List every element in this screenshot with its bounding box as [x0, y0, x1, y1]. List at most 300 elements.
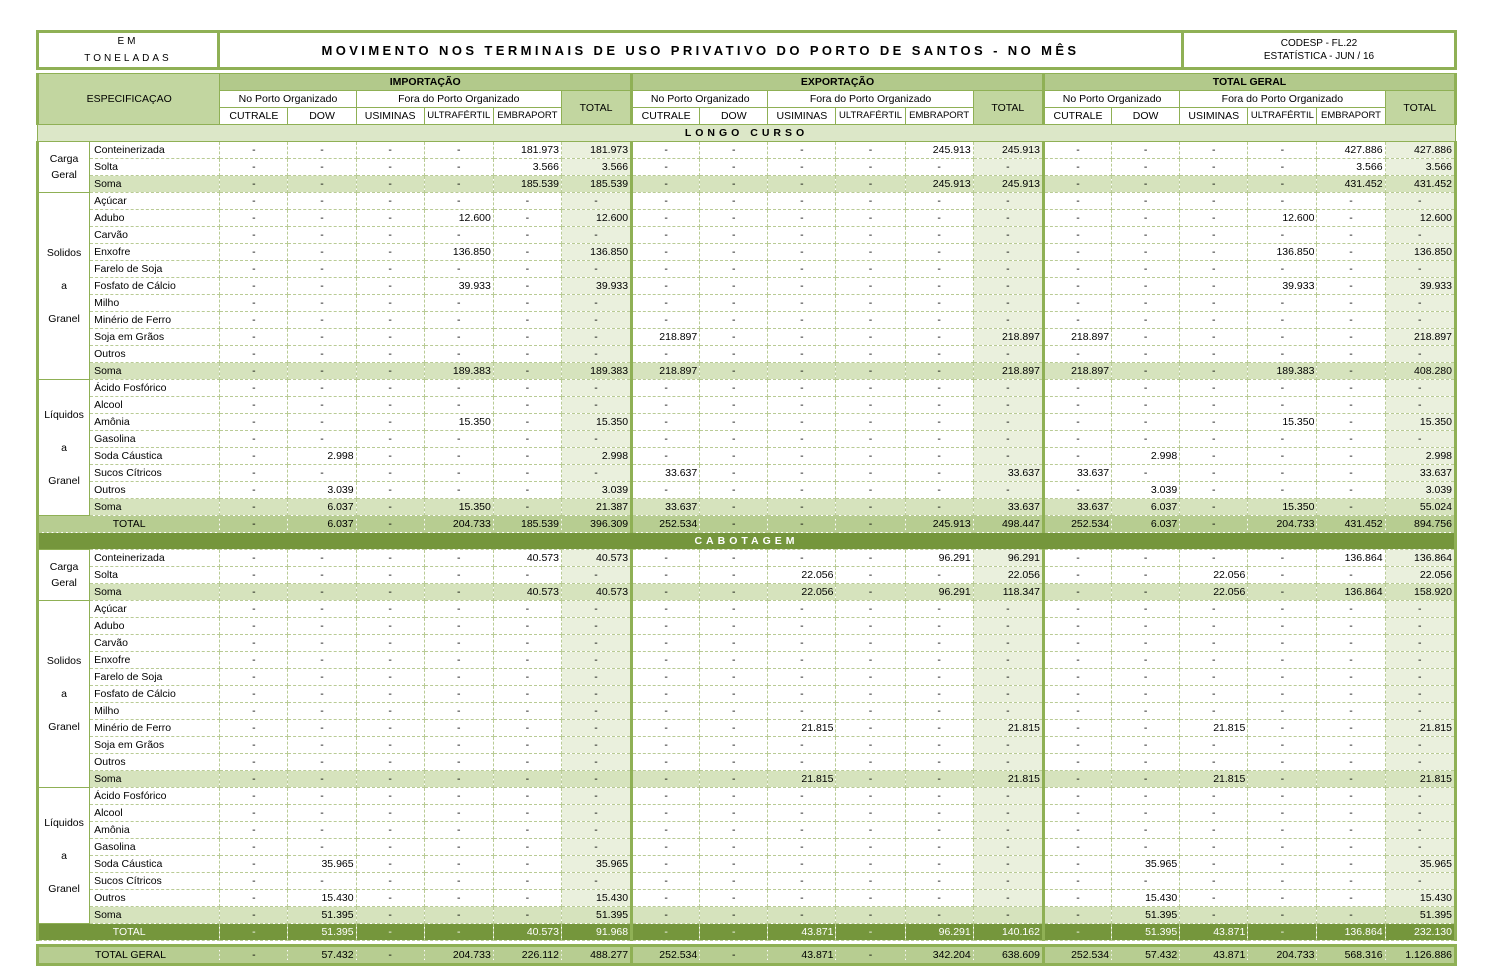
value-cell: -	[1248, 856, 1317, 873]
value-cell: -	[973, 652, 1043, 669]
table-row	[38, 618, 1456, 635]
value-cell: -	[768, 346, 836, 363]
value-cell: 15.350	[1248, 414, 1317, 431]
value-cell: -	[493, 720, 561, 737]
value-cell: -	[836, 822, 905, 839]
value-cell: -	[1043, 805, 1111, 822]
value-cell: -	[632, 295, 700, 312]
value-cell: -	[1043, 754, 1111, 771]
table-row	[38, 431, 1456, 448]
value-cell: -	[632, 601, 700, 618]
value-cell: -	[1112, 329, 1180, 346]
value-cell: -	[493, 499, 561, 516]
value-cell: -	[493, 890, 561, 907]
value-cell: 181.973	[561, 142, 631, 159]
value-cell: -	[1248, 618, 1317, 635]
value-cell: 15.350	[424, 414, 493, 431]
value-cell: 252.534	[632, 516, 700, 533]
value-cell: -	[1248, 159, 1317, 176]
value-cell: -	[561, 312, 631, 329]
value-cell: -	[973, 737, 1043, 754]
value-cell: -	[905, 601, 973, 618]
value-cell: 136.850	[1248, 244, 1317, 261]
value-cell: -	[220, 946, 288, 965]
col-header-ultrafértil: ULTRAFÉRTIL	[836, 108, 905, 125]
value-cell: -	[561, 193, 631, 210]
row-label: Milho	[90, 295, 220, 312]
value-cell: 96.291	[905, 584, 973, 601]
value-cell: -	[1112, 176, 1180, 193]
value-cell: -	[561, 380, 631, 397]
value-cell: 218.897	[973, 363, 1043, 380]
table-row	[38, 261, 1456, 278]
value-cell: -	[768, 193, 836, 210]
value-cell: -	[836, 499, 905, 516]
value-cell: -	[768, 312, 836, 329]
value-cell: 57.432	[288, 946, 356, 965]
value-cell: -	[905, 380, 973, 397]
value-cell: -	[1248, 465, 1317, 482]
value-cell: 158.920	[1385, 584, 1455, 601]
value-cell: -	[288, 618, 356, 635]
value-cell: -	[1043, 210, 1111, 227]
row-label: Açúcar	[90, 193, 220, 210]
value-cell: 39.933	[1248, 278, 1317, 295]
report-title	[220, 33, 1184, 67]
value-cell: -	[1248, 312, 1317, 329]
value-cell: -	[973, 873, 1043, 890]
table-row	[38, 635, 1456, 652]
value-cell: -	[288, 584, 356, 601]
row-label: Soda Cáustica	[90, 856, 220, 873]
value-cell: -	[1043, 890, 1111, 907]
value-cell: -	[424, 176, 493, 193]
value-cell: -	[1112, 193, 1180, 210]
value-cell: -	[493, 414, 561, 431]
row-label: Ácido Fosfórico	[90, 788, 220, 805]
unit-line-2: TONELADAS	[84, 53, 172, 64]
col-header-embraport: EMBRAPORT	[1317, 108, 1385, 125]
value-cell: -	[1180, 261, 1248, 278]
value-cell: -	[700, 329, 768, 346]
header-row-columns	[38, 108, 1456, 125]
value-cell: -	[632, 142, 700, 159]
value-cell: -	[1317, 261, 1385, 278]
value-cell: -	[220, 312, 288, 329]
table-row	[38, 788, 1456, 805]
value-cell: -	[632, 346, 700, 363]
col-header-dow: DOW	[1112, 108, 1180, 125]
value-cell: -	[632, 210, 700, 227]
value-cell: -	[1180, 448, 1248, 465]
value-cell: -	[836, 193, 905, 210]
sub-header-out-port: Fora do Porto Organizado	[356, 91, 561, 108]
value-cell: -	[1385, 397, 1455, 414]
value-cell: 136.850	[1385, 244, 1455, 261]
value-cell: -	[700, 669, 768, 686]
value-cell: -	[836, 754, 905, 771]
value-cell: -	[1180, 414, 1248, 431]
value-cell: -	[973, 380, 1043, 397]
value-cell: 33.637	[632, 465, 700, 482]
value-cell: -	[768, 516, 836, 533]
grand-total-label: TOTAL GERAL	[38, 946, 220, 965]
row-label: Enxofre	[90, 652, 220, 669]
value-cell: -	[356, 261, 424, 278]
value-cell: -	[220, 856, 288, 873]
value-cell: -	[493, 567, 561, 584]
row-label: Amônia	[90, 414, 220, 431]
value-cell: -	[1248, 822, 1317, 839]
value-cell: 35.965	[561, 856, 631, 873]
value-cell: 96.291	[973, 550, 1043, 567]
value-cell: -	[1385, 312, 1455, 329]
value-cell: -	[836, 295, 905, 312]
value-cell: -	[905, 873, 973, 890]
value-cell: -	[424, 635, 493, 652]
value-cell: -	[356, 822, 424, 839]
value-cell: -	[561, 720, 631, 737]
value-cell: -	[288, 159, 356, 176]
value-cell: -	[1180, 363, 1248, 380]
value-cell: -	[493, 771, 561, 788]
value-cell: -	[424, 890, 493, 907]
value-cell: -	[1385, 669, 1455, 686]
value-cell: -	[632, 890, 700, 907]
value-cell: -	[836, 227, 905, 244]
value-cell: -	[493, 210, 561, 227]
value-cell: -	[493, 380, 561, 397]
value-cell: -	[973, 754, 1043, 771]
row-label: Enxofre	[90, 244, 220, 261]
value-cell: -	[424, 329, 493, 346]
value-cell: -	[1112, 397, 1180, 414]
value-cell: -	[493, 805, 561, 822]
section-title: CABOTAGEM	[38, 533, 1456, 550]
value-cell: -	[1180, 278, 1248, 295]
value-cell: -	[288, 839, 356, 856]
col-header-cutrale: CUTRALE	[1043, 108, 1111, 125]
row-label: Adubo	[90, 210, 220, 227]
value-cell: -	[768, 754, 836, 771]
value-cell: -	[836, 431, 905, 448]
cargo-group-label	[38, 550, 90, 601]
value-cell: -	[632, 822, 700, 839]
value-cell: -	[220, 873, 288, 890]
value-cell: 189.383	[424, 363, 493, 380]
value-cell: -	[632, 193, 700, 210]
value-cell: -	[424, 907, 493, 924]
value-cell: -	[493, 397, 561, 414]
value-cell: -	[700, 686, 768, 703]
value-cell: -	[288, 465, 356, 482]
value-cell: -	[973, 822, 1043, 839]
value-cell: -	[1248, 227, 1317, 244]
row-label: Soja em Grãos	[90, 737, 220, 754]
value-cell: -	[632, 550, 700, 567]
sub-header-in-port: No Porto Organizado	[1043, 91, 1179, 108]
value-cell: -	[768, 499, 836, 516]
value-cell: -	[220, 363, 288, 380]
value-cell: -	[220, 465, 288, 482]
value-cell: -	[1317, 346, 1385, 363]
value-cell: -	[356, 890, 424, 907]
value-cell: -	[1317, 312, 1385, 329]
table-row	[38, 856, 1456, 873]
value-cell: -	[1248, 754, 1317, 771]
row-label: Soma	[90, 771, 220, 788]
value-cell: 488.277	[561, 946, 631, 965]
value-cell: -	[700, 703, 768, 720]
value-cell: -	[768, 380, 836, 397]
sub-header-in-port: No Porto Organizado	[632, 91, 768, 108]
value-cell: 185.539	[493, 176, 561, 193]
value-cell: 15.350	[424, 499, 493, 516]
value-cell: -	[424, 465, 493, 482]
value-cell: -	[632, 278, 700, 295]
value-cell: -	[424, 771, 493, 788]
value-cell: -	[905, 652, 973, 669]
value-cell: -	[1248, 924, 1317, 941]
value-cell: 21.815	[1385, 720, 1455, 737]
value-cell: -	[1180, 618, 1248, 635]
value-cell: -	[1248, 890, 1317, 907]
value-cell: -	[424, 737, 493, 754]
value-cell: 51.395	[1112, 907, 1180, 924]
value-cell: -	[1317, 227, 1385, 244]
value-cell: 427.886	[1385, 142, 1455, 159]
value-cell: -	[768, 822, 836, 839]
value-cell: -	[905, 907, 973, 924]
value-cell: -	[905, 754, 973, 771]
value-cell: -	[493, 754, 561, 771]
value-cell: 40.573	[561, 550, 631, 567]
value-cell: -	[973, 856, 1043, 873]
value-cell: -	[632, 397, 700, 414]
value-cell: -	[905, 363, 973, 380]
value-cell: -	[1043, 703, 1111, 720]
value-cell: 21.815	[1180, 720, 1248, 737]
table-row	[38, 329, 1456, 346]
value-cell: -	[1317, 397, 1385, 414]
value-cell: -	[220, 516, 288, 533]
value-cell: -	[220, 227, 288, 244]
value-cell: -	[288, 720, 356, 737]
value-cell: -	[356, 210, 424, 227]
value-cell: -	[836, 210, 905, 227]
value-cell: -	[493, 839, 561, 856]
value-cell: -	[1317, 890, 1385, 907]
subtotal-row	[38, 584, 1456, 601]
row-label: Farelo de Soja	[90, 669, 220, 686]
value-cell: -	[700, 142, 768, 159]
value-cell: -	[356, 686, 424, 703]
value-cell: -	[1248, 584, 1317, 601]
value-cell: -	[493, 193, 561, 210]
table-row	[38, 448, 1456, 465]
value-cell: 427.886	[1317, 142, 1385, 159]
value-cell: -	[700, 856, 768, 873]
value-cell: -	[1112, 244, 1180, 261]
value-cell: -	[493, 329, 561, 346]
cargo-group-label-line: Granel	[48, 721, 80, 733]
value-cell: -	[1317, 788, 1385, 805]
value-cell: 22.056	[973, 567, 1043, 584]
value-cell: 3.566	[561, 159, 631, 176]
value-cell: 22.056	[1180, 567, 1248, 584]
value-cell: -	[561, 669, 631, 686]
value-cell: -	[220, 703, 288, 720]
value-cell: -	[1248, 839, 1317, 856]
value-cell: -	[1043, 788, 1111, 805]
value-cell: 136.864	[1317, 550, 1385, 567]
cargo-group-label-line: a	[61, 280, 67, 292]
sub-header-out-port: Fora do Porto Organizado	[768, 91, 973, 108]
value-cell: -	[632, 686, 700, 703]
value-cell: -	[493, 363, 561, 380]
value-cell: -	[700, 278, 768, 295]
value-cell: 96.291	[905, 924, 973, 941]
value-cell: -	[424, 720, 493, 737]
value-cell: -	[700, 159, 768, 176]
value-cell: -	[356, 431, 424, 448]
value-cell: -	[700, 244, 768, 261]
value-cell: -	[1043, 227, 1111, 244]
row-label: Soma	[90, 499, 220, 516]
value-cell: -	[1248, 703, 1317, 720]
value-cell: -	[768, 669, 836, 686]
value-cell: -	[1112, 788, 1180, 805]
value-cell: 39.933	[561, 278, 631, 295]
value-cell: -	[1043, 737, 1111, 754]
value-cell: -	[356, 669, 424, 686]
value-cell: -	[700, 448, 768, 465]
value-cell: -	[1385, 805, 1455, 822]
value-cell: -	[356, 397, 424, 414]
value-cell: -	[1112, 618, 1180, 635]
value-cell: -	[561, 652, 631, 669]
value-cell: 33.637	[1385, 465, 1455, 482]
value-cell: 57.432	[1112, 946, 1180, 965]
value-cell: -	[356, 244, 424, 261]
value-cell: -	[1385, 788, 1455, 805]
value-cell: -	[356, 924, 424, 941]
value-cell: -	[356, 584, 424, 601]
report-header	[36, 30, 1457, 70]
value-cell: -	[220, 448, 288, 465]
value-cell: 218.897	[632, 329, 700, 346]
value-cell: -	[905, 448, 973, 465]
table-row	[38, 669, 1456, 686]
value-cell: -	[561, 329, 631, 346]
value-cell: -	[1112, 771, 1180, 788]
value-cell: -	[1112, 601, 1180, 618]
value-cell: -	[836, 278, 905, 295]
value-cell: -	[288, 295, 356, 312]
value-cell: -	[768, 601, 836, 618]
value-cell: 245.913	[973, 176, 1043, 193]
value-cell: -	[700, 584, 768, 601]
value-cell: -	[768, 142, 836, 159]
value-cell: -	[1043, 278, 1111, 295]
value-cell: -	[836, 414, 905, 431]
value-cell: -	[905, 159, 973, 176]
value-cell: -	[1043, 261, 1111, 278]
value-cell: -	[1180, 431, 1248, 448]
value-cell: 21.815	[768, 720, 836, 737]
value-cell: -	[632, 669, 700, 686]
value-cell: -	[1112, 839, 1180, 856]
value-cell: 35.965	[288, 856, 356, 873]
value-cell: -	[561, 295, 631, 312]
subtotal-row	[38, 907, 1456, 924]
value-cell: -	[1043, 584, 1111, 601]
row-label: Solta	[90, 567, 220, 584]
value-cell: -	[836, 788, 905, 805]
row-label: Minério de Ferro	[90, 720, 220, 737]
value-cell: -	[220, 635, 288, 652]
value-cell: 3.566	[493, 159, 561, 176]
value-cell: -	[973, 210, 1043, 227]
table-row	[38, 482, 1456, 499]
value-cell: -	[1248, 601, 1317, 618]
value-cell: -	[561, 346, 631, 363]
value-cell: -	[1043, 669, 1111, 686]
value-cell: -	[1180, 397, 1248, 414]
row-label: Sucos Cítricos	[90, 873, 220, 890]
value-cell: 6.037	[288, 499, 356, 516]
value-cell: -	[220, 669, 288, 686]
value-cell: -	[1385, 193, 1455, 210]
value-cell: -	[700, 652, 768, 669]
value-cell: -	[1317, 839, 1385, 856]
value-cell: -	[356, 176, 424, 193]
cargo-group-label	[38, 788, 90, 924]
value-cell: -	[836, 380, 905, 397]
value-cell: -	[700, 465, 768, 482]
value-cell: 33.637	[632, 499, 700, 516]
value-cell: -	[1248, 788, 1317, 805]
value-cell: -	[493, 788, 561, 805]
value-cell: -	[1317, 822, 1385, 839]
value-cell: -	[356, 805, 424, 822]
value-cell: -	[288, 329, 356, 346]
col-header-cutrale: CUTRALE	[632, 108, 700, 125]
value-cell: -	[1248, 329, 1317, 346]
value-cell: -	[1112, 635, 1180, 652]
value-cell: -	[768, 329, 836, 346]
value-cell: -	[905, 295, 973, 312]
value-cell: -	[632, 873, 700, 890]
value-cell: -	[220, 550, 288, 567]
value-cell: -	[493, 873, 561, 890]
value-cell: -	[700, 720, 768, 737]
value-cell: 40.573	[493, 924, 561, 941]
value-cell: -	[632, 754, 700, 771]
value-cell: -	[1248, 295, 1317, 312]
table-row	[38, 686, 1456, 703]
value-cell: -	[1317, 278, 1385, 295]
value-cell: -	[973, 346, 1043, 363]
value-cell: -	[220, 431, 288, 448]
value-cell: -	[1385, 686, 1455, 703]
value-cell: -	[356, 635, 424, 652]
cargo-group-label-line: a	[61, 441, 67, 454]
subtotal-row	[38, 499, 1456, 516]
value-cell: -	[1180, 159, 1248, 176]
value-cell: -	[220, 805, 288, 822]
table-row	[38, 193, 1456, 210]
